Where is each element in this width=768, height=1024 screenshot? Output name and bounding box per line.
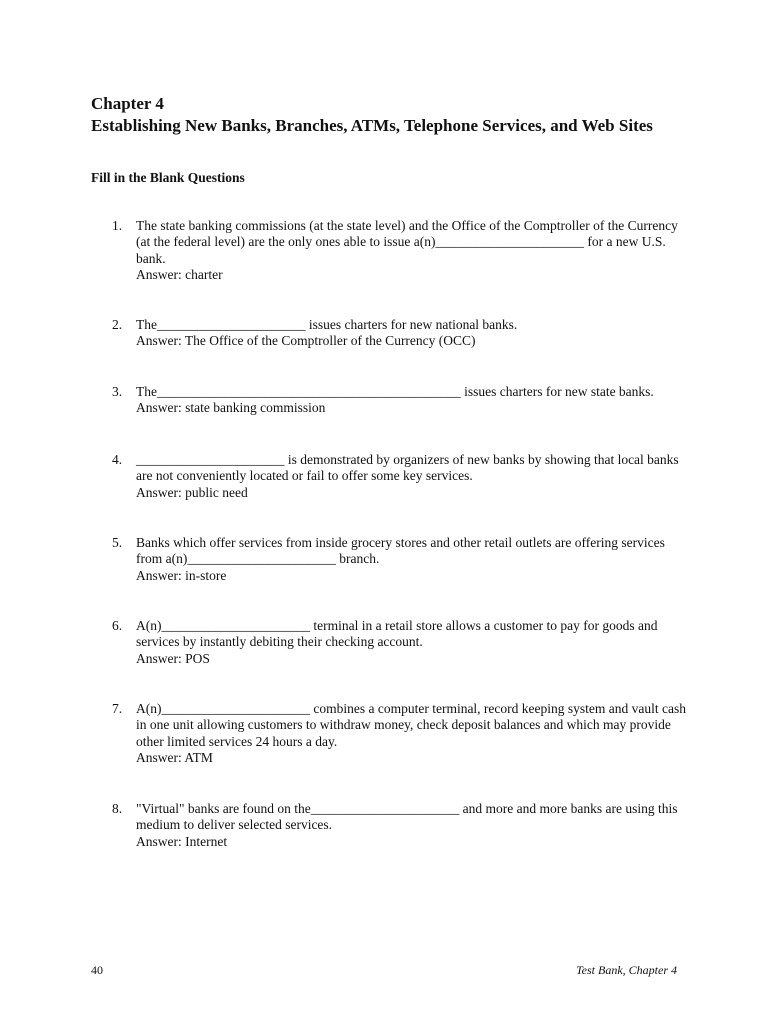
- question-text: The state banking commissions (at the state level) and the Office of the Comptroller of the Currency (at the federal level) are the only ones able to issue a(n)______________________ for a new U.S. bank.: [136, 218, 678, 266]
- question-answer: Answer: POS: [136, 650, 210, 666]
- page-number: 40: [91, 963, 103, 977]
- question-number: 2.: [112, 317, 123, 332]
- question-answer: Answer: state banking commission: [136, 400, 326, 416]
- question-number: 8.: [112, 801, 123, 816]
- chapter-heading: [91, 93, 731, 137]
- question-number: 5.: [112, 535, 123, 550]
- question-text: The______________________ issues charters for new national banks.: [136, 317, 518, 332]
- running-title: Test Bank, Chapter 4: [576, 963, 677, 977]
- question-text: Banks which offer services from inside grocery stores and other retail outlets are offering services from a(n)______________________ branch.: [136, 535, 665, 567]
- question-number: 7.: [112, 701, 123, 716]
- question-answer: Answer: public need: [136, 484, 248, 500]
- question-text: A(n)______________________ terminal in a retail store allows a customer to pay for goods and services by instantly debiting their checking account.: [136, 618, 658, 650]
- question-answer: Answer: in-store: [136, 567, 227, 583]
- question-answer: Answer: Internet: [136, 833, 228, 849]
- section-title: Fill in the Blank Questions: [91, 170, 245, 185]
- question-number: 1.: [112, 218, 123, 233]
- question-answer: Answer: charter: [136, 267, 223, 283]
- question-number: 6.: [112, 618, 123, 633]
- question-number: 4.: [112, 452, 123, 467]
- question-number: 3.: [112, 384, 123, 399]
- question-text: A(n)______________________ combines a computer terminal, record keeping system and vault cash in one unit allowing customers to withdraw money, check deposit balances and which may provide other limited services 24 hours a day.: [136, 701, 686, 749]
- chapter-label: Chapter 4: [91, 94, 164, 113]
- question-text: The_____________________________________________ issues charters for new state banks.: [136, 384, 654, 399]
- question-answer: Answer: The Office of the Comptroller of the Currency (OCC): [136, 333, 476, 349]
- question-answer: Answer: ATM: [136, 750, 213, 766]
- chapter-title: Establishing New Banks, Branches, ATMs, Telephone Services, and Web Sites: [91, 116, 653, 135]
- question-text: "Virtual" banks are found on the______________________ and more and more banks are using this medium to deliver selected services.: [136, 801, 678, 833]
- question-text: ______________________ is demonstrated by organizers of new banks by showing that local banks are not conveniently located or fail to offer some key services.: [136, 452, 679, 484]
